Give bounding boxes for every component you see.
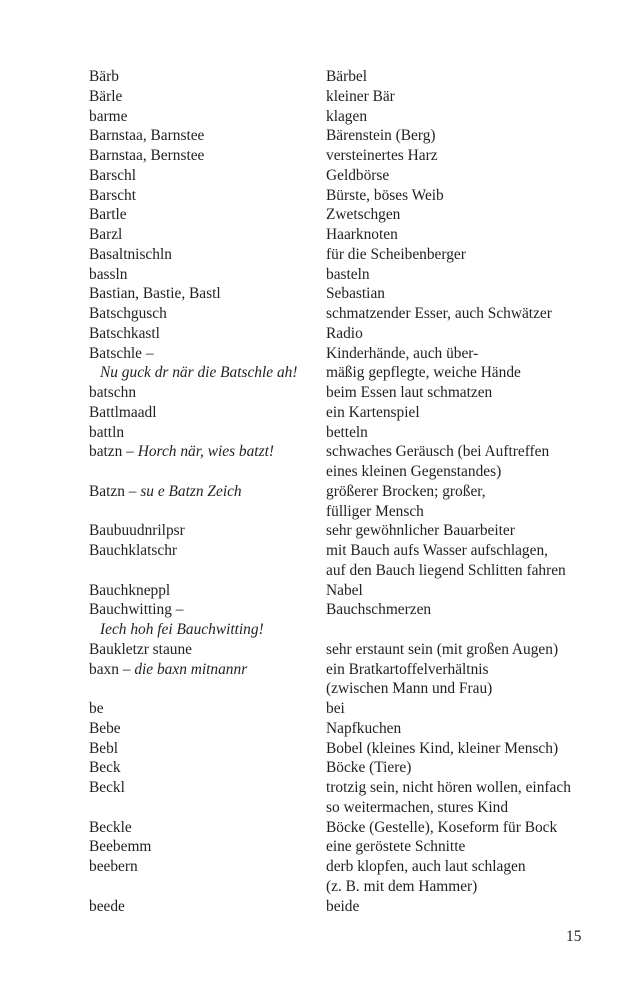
entry-term-column bbox=[89, 284, 326, 304]
definition-line: klagen bbox=[326, 107, 368, 125]
entry-definition-column bbox=[326, 739, 589, 759]
definition-line: (zwischen Mann und Frau) bbox=[326, 680, 493, 698]
glossary-entry bbox=[89, 719, 589, 739]
entry-definition-column bbox=[326, 265, 589, 285]
term-line bbox=[89, 758, 326, 778]
glossary-entry bbox=[89, 324, 589, 344]
term-line bbox=[89, 166, 326, 186]
glossary-entry bbox=[89, 423, 589, 443]
glossary-entry bbox=[89, 265, 589, 285]
dialect-term: Bebe bbox=[89, 719, 121, 737]
definition-line: beide bbox=[326, 897, 360, 915]
definition-line: Napfkuchen bbox=[326, 719, 402, 737]
entry-term-column bbox=[89, 837, 326, 857]
dialect-term: batschn bbox=[89, 384, 137, 401]
term-line bbox=[89, 186, 326, 206]
definition-line: ein Bratkartoffelverhältnis bbox=[326, 660, 489, 678]
glossary-entry bbox=[89, 660, 589, 700]
glossary-entry bbox=[89, 758, 589, 778]
entry-term-column bbox=[89, 739, 326, 759]
definition-line bbox=[326, 620, 589, 640]
term-line bbox=[89, 897, 326, 917]
term-line bbox=[89, 205, 326, 225]
term-line bbox=[89, 640, 326, 660]
dialect-term: Beckl bbox=[89, 779, 125, 796]
definition-line: Sebastian bbox=[326, 285, 385, 303]
glossary-entry bbox=[89, 344, 589, 384]
definition-line: Haarknoten bbox=[326, 226, 398, 243]
term-line bbox=[89, 284, 326, 304]
definition-line: Bobel (kleines Kind, kleiner Mensch) bbox=[326, 739, 559, 757]
entry-term-column bbox=[89, 245, 326, 265]
entry-term-column bbox=[89, 67, 326, 87]
glossary-entry bbox=[89, 225, 589, 245]
definition-line: mit Bauch aufs Wasser aufschlagen, bbox=[326, 542, 548, 559]
dialect-term: Bauchkneppl bbox=[89, 581, 171, 599]
glossary-entry bbox=[89, 581, 589, 601]
entry-term-column bbox=[89, 324, 326, 344]
entry-definition-column bbox=[326, 423, 589, 443]
dialect-term: Beck bbox=[89, 759, 121, 777]
term-line bbox=[89, 818, 326, 838]
glossary-entry bbox=[89, 403, 589, 423]
term-line bbox=[89, 324, 326, 344]
dialect-term: Barschl bbox=[89, 166, 137, 184]
term-line bbox=[89, 146, 326, 166]
entry-definition-column bbox=[326, 758, 589, 778]
entry-term-column bbox=[89, 581, 326, 601]
term-line bbox=[89, 383, 326, 403]
usage-example: die baxn mitnannr bbox=[134, 660, 248, 678]
dialect-term: Bärb bbox=[89, 68, 119, 85]
definition-line: Geldbörse bbox=[326, 166, 390, 184]
entry-term-column bbox=[89, 87, 326, 107]
entry-definition-column bbox=[326, 600, 589, 640]
entry-term-column bbox=[89, 186, 326, 206]
term-line bbox=[89, 581, 326, 601]
term-line bbox=[89, 304, 326, 324]
entry-term-column bbox=[89, 166, 326, 186]
glossary-entry bbox=[89, 739, 589, 759]
glossary-entry bbox=[89, 521, 589, 541]
dialect-term: Barscht bbox=[89, 186, 137, 204]
entry-term-column bbox=[89, 640, 326, 660]
definition-line: mäßig gepflegte, weiche Hände bbox=[326, 364, 521, 382]
entry-definition-column bbox=[326, 225, 589, 245]
entry-definition-column bbox=[326, 344, 589, 384]
definition-line: eines kleinen Gegenstandes) bbox=[326, 463, 502, 480]
term-line bbox=[89, 225, 326, 245]
term-line bbox=[89, 245, 326, 265]
entry-term-column bbox=[89, 107, 326, 127]
term-line bbox=[89, 857, 326, 877]
glossary-entry bbox=[89, 640, 589, 660]
usage-example: Nu guck dr när die Batschle ah! bbox=[100, 364, 298, 382]
glossary-entry bbox=[89, 818, 589, 838]
entry-definition-column bbox=[326, 521, 589, 541]
glossary-entry bbox=[89, 107, 589, 127]
definition-line: sehr gewöhnlicher Bauarbeiter bbox=[326, 522, 515, 540]
term-line bbox=[89, 837, 326, 857]
entry-term-column bbox=[89, 423, 326, 443]
definition-line: Bärbel bbox=[326, 68, 368, 85]
term-line bbox=[89, 126, 326, 146]
dialect-term: Batschle – bbox=[89, 344, 154, 362]
glossary-entry bbox=[89, 245, 589, 265]
definition-line: derb klopfen, auch laut schlagen bbox=[326, 858, 526, 875]
entry-term-column bbox=[89, 521, 326, 541]
term-line bbox=[89, 521, 326, 541]
glossary-entry bbox=[89, 541, 589, 581]
term-line bbox=[89, 403, 326, 423]
dialect-term: Beckle bbox=[89, 818, 132, 836]
dialect-term: Basaltnischln bbox=[89, 245, 172, 263]
glossary-entry bbox=[89, 699, 589, 719]
glossary-entry bbox=[89, 897, 589, 917]
entry-definition-column bbox=[326, 324, 589, 344]
entry-term-column bbox=[89, 442, 326, 482]
term-line bbox=[89, 344, 326, 364]
dialect-term: Baukletzr staune bbox=[89, 640, 192, 658]
glossary-entry bbox=[89, 146, 589, 166]
entry-definition-column bbox=[326, 383, 589, 403]
dialect-term: Beebemm bbox=[89, 838, 152, 856]
entry-term-column bbox=[89, 403, 326, 423]
entry-definition-column bbox=[326, 205, 589, 225]
entry-definition-column bbox=[326, 126, 589, 146]
dialect-term: Barnstaa, Bernstee bbox=[89, 147, 205, 164]
usage-example: su e Batzn Zeich bbox=[140, 482, 242, 500]
definition-line: schwaches Geräusch (bei Auftreffen bbox=[326, 443, 550, 461]
entry-term-column bbox=[89, 758, 326, 778]
entry-definition-column bbox=[326, 304, 589, 324]
dialect-term: Bastian, Bastie, Bastl bbox=[89, 285, 221, 303]
term-line bbox=[89, 67, 326, 87]
dialect-term: Batschkastl bbox=[89, 324, 160, 342]
term-line bbox=[89, 482, 326, 502]
entry-definition-column bbox=[326, 818, 589, 838]
dialect-term: bassln bbox=[89, 265, 128, 283]
entry-definition-column bbox=[326, 897, 589, 917]
entry-definition-column bbox=[326, 245, 589, 265]
glossary-entry bbox=[89, 442, 589, 482]
entry-definition-column bbox=[326, 699, 589, 719]
entry-term-column bbox=[89, 205, 326, 225]
definition-line: Böcke (Gestelle), Koseform für Bock bbox=[326, 818, 558, 836]
definition-line: trotzig sein, nicht hören wollen, einfach bbox=[326, 779, 571, 796]
term-line bbox=[89, 778, 326, 798]
definition-line: beim Essen laut schmatzen bbox=[326, 384, 493, 401]
entry-term-column bbox=[89, 225, 326, 245]
dialect-term: beebern bbox=[89, 858, 138, 875]
usage-example: Iech hoh fei Bauchwitting! bbox=[100, 621, 264, 638]
entry-term-column bbox=[89, 818, 326, 838]
dialect-term: barme bbox=[89, 107, 128, 125]
term-line bbox=[89, 739, 326, 759]
entry-definition-column bbox=[326, 403, 589, 423]
definition-line: bei bbox=[326, 700, 345, 717]
entry-definition-column bbox=[326, 719, 589, 739]
dialect-term: battln bbox=[89, 423, 125, 441]
entry-definition-column bbox=[326, 837, 589, 857]
entry-definition-column bbox=[326, 67, 589, 87]
definition-line: auf den Bauch liegend Schlitten fahren bbox=[326, 561, 566, 579]
term-line bbox=[89, 442, 326, 462]
dialect-term: Baubuudnrilpsr bbox=[89, 522, 185, 540]
term-line bbox=[89, 600, 326, 620]
entry-definition-column bbox=[326, 857, 589, 897]
entry-definition-column bbox=[326, 640, 589, 660]
entry-term-column bbox=[89, 146, 326, 166]
dialect-term: baxn – bbox=[89, 660, 131, 678]
glossary-entry bbox=[89, 126, 589, 146]
glossary-entry bbox=[89, 67, 589, 87]
usage-example: Horch när, wies batzt! bbox=[137, 443, 274, 461]
dialect-term: Batschgusch bbox=[89, 305, 167, 322]
dialect-term: be bbox=[89, 700, 104, 717]
entry-definition-column bbox=[326, 541, 589, 581]
entry-term-column bbox=[89, 600, 326, 640]
definition-line: versteinertes Harz bbox=[326, 147, 438, 164]
glossary-entry bbox=[89, 304, 589, 324]
entry-definition-column bbox=[326, 482, 589, 522]
glossary-entry bbox=[89, 87, 589, 107]
dialect-term: Bauchklatschr bbox=[89, 542, 178, 559]
definition-line: Zwetschgen bbox=[326, 206, 401, 224]
entry-definition-column bbox=[326, 186, 589, 206]
term-line bbox=[89, 265, 326, 285]
entry-term-column bbox=[89, 304, 326, 324]
glossary-entry bbox=[89, 600, 589, 640]
term-line bbox=[89, 107, 326, 127]
page-number: 15 bbox=[566, 928, 582, 945]
entry-term-column bbox=[89, 383, 326, 403]
entry-definition-column bbox=[326, 284, 589, 304]
dialect-term: Bauchwitting – bbox=[89, 601, 184, 619]
definition-line: schmatzender Esser, auch Schwätzer bbox=[326, 305, 552, 322]
definition-line: Radio bbox=[326, 324, 363, 342]
definition-line: ein Kartenspiel bbox=[326, 403, 420, 421]
definition-line: (z. B. mit dem Hammer) bbox=[326, 877, 478, 895]
entry-term-column bbox=[89, 660, 326, 700]
term-line bbox=[89, 699, 326, 719]
glossary-entry bbox=[89, 778, 589, 818]
definition-line: Bürste, böses Weib bbox=[326, 186, 444, 204]
dialect-term: beede bbox=[89, 897, 125, 915]
entry-definition-column bbox=[326, 660, 589, 700]
glossary-entry bbox=[89, 284, 589, 304]
definition-line: Bauchschmerzen bbox=[326, 601, 432, 619]
glossary-list bbox=[89, 67, 589, 916]
dialect-term: batzn – bbox=[89, 443, 134, 461]
definition-line: Kinderhände, auch über- bbox=[326, 344, 479, 362]
entry-term-column bbox=[89, 719, 326, 739]
entry-definition-column bbox=[326, 442, 589, 482]
glossary-entry bbox=[89, 166, 589, 186]
definition-line: Böcke (Tiere) bbox=[326, 759, 412, 777]
glossary-entry bbox=[89, 482, 589, 522]
entry-term-column bbox=[89, 344, 326, 384]
definition-line: Nabel bbox=[326, 581, 363, 599]
term-line bbox=[89, 660, 326, 680]
glossary-entry bbox=[89, 857, 589, 897]
entry-term-column bbox=[89, 126, 326, 146]
dialect-term: Batzn – bbox=[89, 482, 137, 500]
definition-line: größerer Brocken; großer, bbox=[326, 482, 486, 500]
definition-line: betteln bbox=[326, 423, 368, 441]
definition-line: für die Scheibenberger bbox=[326, 245, 466, 263]
glossary-entry bbox=[89, 205, 589, 225]
definition-line: sehr erstaunt sein (mit großen Augen) bbox=[326, 640, 559, 658]
dialect-term: Bartle bbox=[89, 206, 127, 224]
dialect-term: Bärle bbox=[89, 87, 123, 105]
entry-definition-column bbox=[326, 581, 589, 601]
term-line bbox=[89, 87, 326, 107]
entry-term-column bbox=[89, 482, 326, 522]
entry-term-column bbox=[89, 897, 326, 917]
dialect-term: Barnstaa, Barnstee bbox=[89, 127, 205, 145]
entry-term-column bbox=[89, 699, 326, 719]
entry-term-column bbox=[89, 857, 326, 897]
definition-line: eine geröstete Schnitte bbox=[326, 838, 466, 856]
definition-line: basteln bbox=[326, 265, 370, 283]
dialect-term: Battlmaadl bbox=[89, 403, 157, 421]
entry-term-column bbox=[89, 778, 326, 818]
entry-definition-column bbox=[326, 87, 589, 107]
glossary-entry bbox=[89, 837, 589, 857]
term-line bbox=[89, 541, 326, 561]
dialect-term: Barzl bbox=[89, 226, 123, 243]
entry-term-column bbox=[89, 265, 326, 285]
glossary-entry bbox=[89, 186, 589, 206]
definition-line: fülliger Mensch bbox=[326, 502, 424, 520]
glossary-entry bbox=[89, 383, 589, 403]
entry-definition-column bbox=[326, 107, 589, 127]
dialect-term: Bebl bbox=[89, 739, 119, 757]
term-line bbox=[89, 719, 326, 739]
definition-line: kleiner Bär bbox=[326, 87, 395, 105]
definition-line: so weitermachen, stures Kind bbox=[326, 798, 509, 816]
definition-line: Bärenstein (Berg) bbox=[326, 127, 436, 145]
entry-definition-column bbox=[326, 778, 589, 818]
entry-term-column bbox=[89, 541, 326, 581]
entry-definition-column bbox=[326, 166, 589, 186]
entry-definition-column bbox=[326, 146, 589, 166]
term-line bbox=[89, 423, 326, 443]
